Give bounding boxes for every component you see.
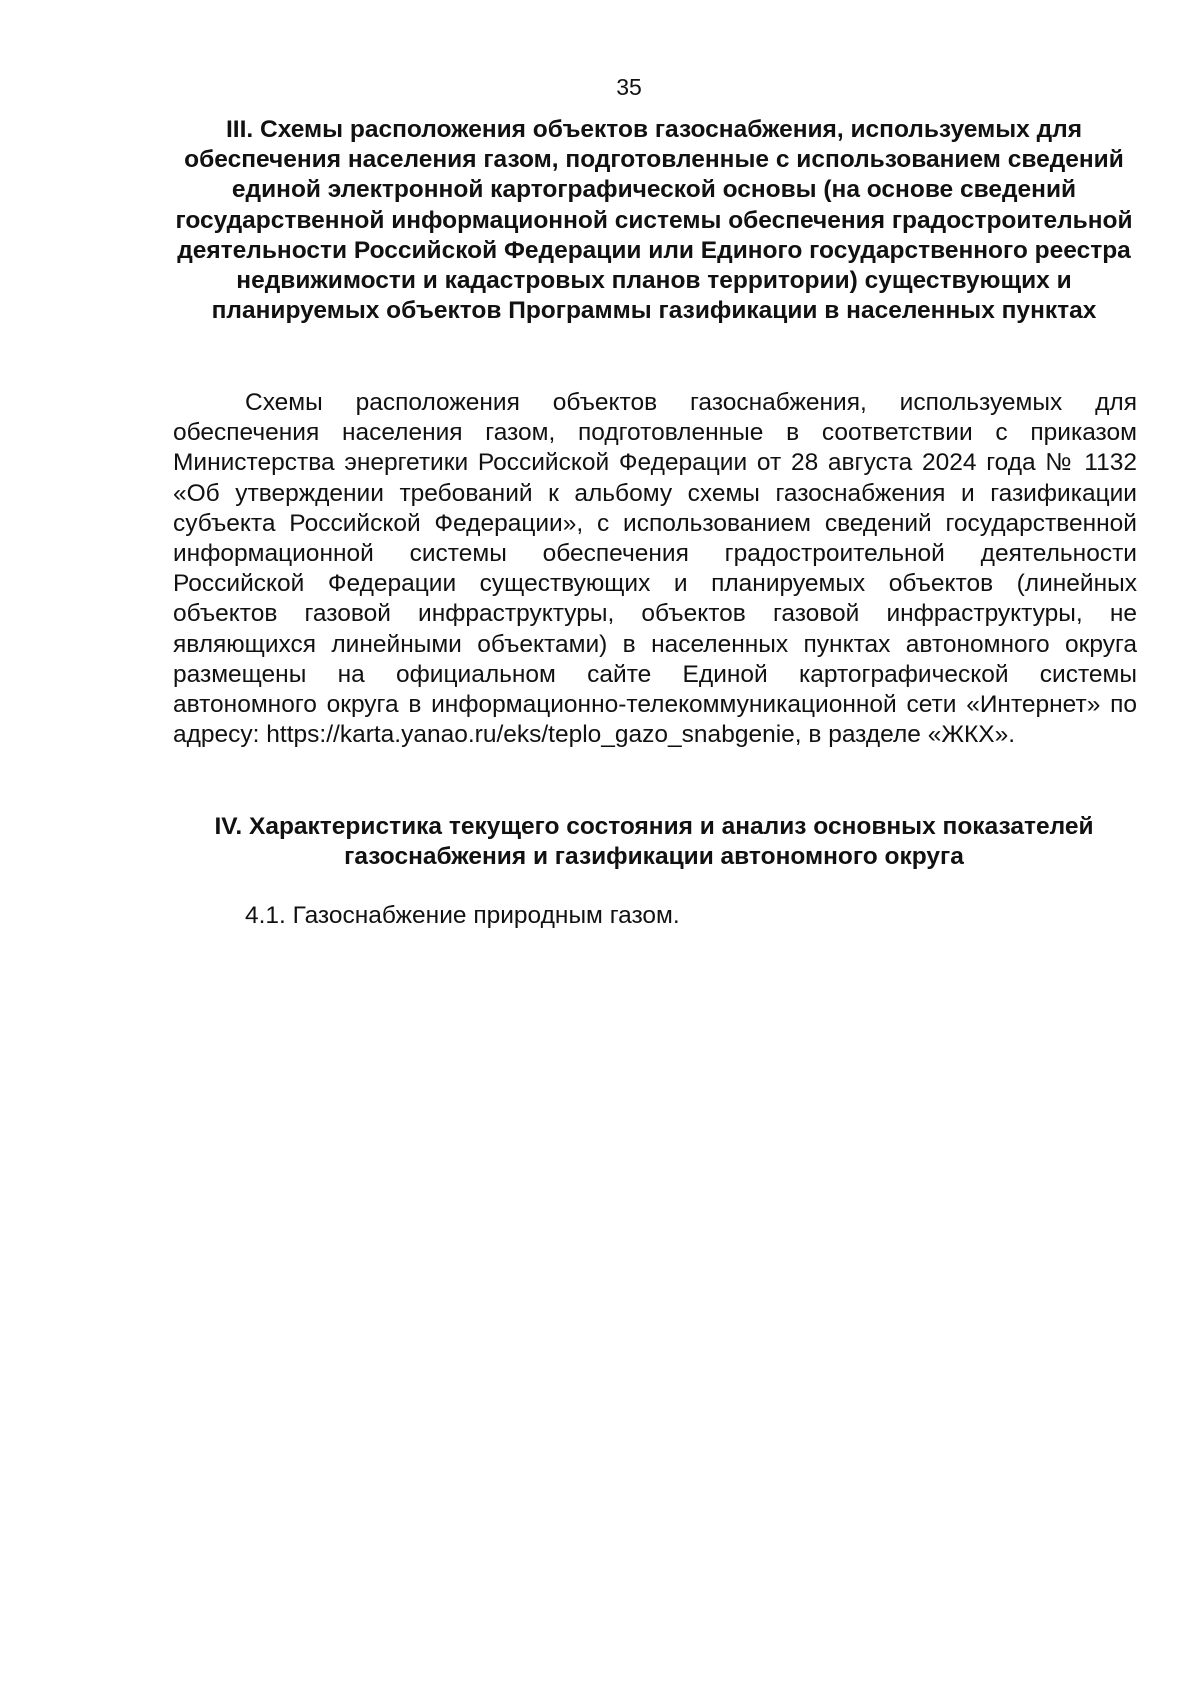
section-4-heading: IV. Характеристика текущего состояния и анализ основных показателей газоснабжения и газификации автономного округа	[214, 813, 1094, 871]
subsection-4-1: 4.1. Газоснабжение природным газом.	[245, 902, 680, 929]
section-3-paragraph: Схемы расположения объектов газоснабжения, используемых для обеспечения населения газом, подготовленные в соответствии с приказом Министерства энергетики Российской Федерации от 28 августа 2024 года № 1132 «Об утверждении требований к альбому схемы газоснабжения и газификации субъекта Российской Федерации», с использованием сведений государственной информационной системы обеспечения градостроительной деятельности Российской Федерации существующих и планируемых объектов (линейных объектов газовой инфраструктуры, объектов газовой инфраструктуры, не являющихся линейными объектами) в населенных пунктах автономного округа размещены на официальном сайте Единой картографической системы автономного округа в информационно-телекоммуникационной сети «Интернет» по адресу: https://karta.yanao.ru/eks/teplo_gazo_snabgenie, в разделе «ЖКХ».	[173, 389, 1137, 749]
section-3-heading: III. Схемы расположения объектов газоснабжения, используемых для обеспечения населения газом, подготовленные с использованием сведений единой электронной картографической основы (на основе сведений государственной информационной системы обеспечения градостроительной деятельности Российской Федерации или Единого государственного реестра недвижимости и кадастровых планов территории) существующих и планируемых объектов Программы газификации в населенных пунктах	[175, 116, 1133, 325]
page-number: 35	[616, 74, 642, 100]
